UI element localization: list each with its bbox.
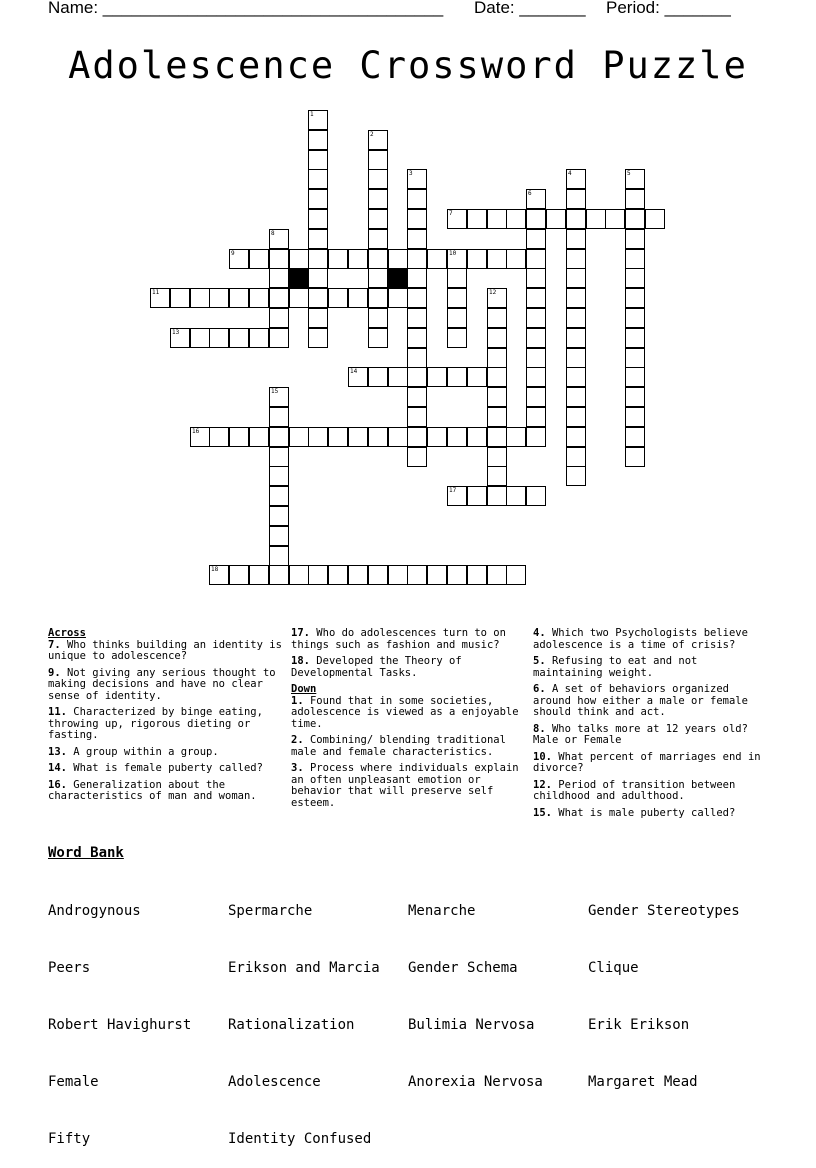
crossword-cell[interactable] bbox=[526, 249, 546, 269]
crossword-cell[interactable] bbox=[308, 150, 328, 170]
clue-down-6: 6. A set of behaviors organized around how either a male or female should think and act. bbox=[533, 683, 748, 718]
crossword-cell[interactable] bbox=[625, 427, 645, 447]
crossword-cell[interactable] bbox=[229, 427, 249, 447]
crossword-cell[interactable] bbox=[407, 189, 427, 209]
cell-number: 12 bbox=[489, 289, 497, 296]
crossword-cell[interactable] bbox=[209, 328, 229, 348]
crossword-cell[interactable] bbox=[526, 308, 546, 328]
crossword-cell[interactable] bbox=[368, 328, 388, 348]
crossword-cell[interactable] bbox=[566, 328, 586, 348]
word-bank-item: Gender Schema bbox=[408, 960, 518, 976]
crossword-cell[interactable] bbox=[368, 427, 388, 447]
crossword-cell[interactable] bbox=[447, 268, 467, 288]
crossword-cell[interactable] bbox=[308, 229, 328, 249]
crossword-cell[interactable] bbox=[150, 288, 170, 308]
crossword-cell[interactable] bbox=[526, 407, 546, 427]
crossword-cell[interactable] bbox=[487, 565, 507, 585]
clues-column-3 bbox=[533, 628, 773, 824]
word-bank-item: Margaret Mead bbox=[588, 1074, 698, 1090]
clue-across-17: 17. Who do adolescences turn to on things such as fashion and music? bbox=[291, 627, 506, 651]
crossword-cell[interactable] bbox=[328, 249, 348, 269]
crossword-cell[interactable] bbox=[526, 367, 546, 387]
crossword-cell[interactable] bbox=[487, 288, 507, 308]
crossword-cell[interactable] bbox=[625, 328, 645, 348]
name-field[interactable]: Name: ____________________________________ bbox=[48, 0, 444, 17]
crossword-cell[interactable] bbox=[269, 268, 289, 288]
crossword-cell[interactable] bbox=[388, 367, 408, 387]
word-bank-item: Spermarche bbox=[228, 903, 313, 919]
crossword-cell[interactable] bbox=[566, 169, 586, 189]
crossword-cell[interactable] bbox=[368, 189, 388, 209]
crossword-cell[interactable] bbox=[308, 268, 328, 288]
crossword-cell[interactable] bbox=[229, 328, 249, 348]
crossword-cell[interactable] bbox=[467, 209, 487, 229]
crossword-cell[interactable] bbox=[269, 447, 289, 467]
crossword-cell[interactable] bbox=[526, 328, 546, 348]
word-bank-column-3 bbox=[408, 864, 543, 1111]
crossword-cell[interactable] bbox=[249, 328, 269, 348]
crossword-cell[interactable] bbox=[269, 427, 289, 447]
crossword-cell[interactable] bbox=[368, 308, 388, 328]
crossword-cell[interactable] bbox=[269, 506, 289, 526]
crossword-cell[interactable] bbox=[526, 229, 546, 249]
crossword-cell[interactable] bbox=[625, 229, 645, 249]
crossword-cell[interactable] bbox=[566, 466, 586, 486]
crossword-cell[interactable] bbox=[170, 328, 190, 348]
crossword-cell[interactable] bbox=[407, 268, 427, 288]
crossword-cell[interactable] bbox=[269, 387, 289, 407]
crossword-cell[interactable] bbox=[229, 249, 249, 269]
cell-number: 2 bbox=[370, 131, 374, 138]
crossword-cell[interactable] bbox=[566, 427, 586, 447]
crossword-cell[interactable] bbox=[407, 348, 427, 368]
crossword-cell[interactable] bbox=[368, 565, 388, 585]
crossword-cell[interactable] bbox=[526, 209, 546, 229]
crossword-cell[interactable] bbox=[487, 466, 507, 486]
crossword-cell[interactable] bbox=[308, 328, 328, 348]
crossword-cell[interactable] bbox=[348, 249, 368, 269]
crossword-cell[interactable] bbox=[407, 288, 427, 308]
crossword-cell[interactable] bbox=[308, 288, 328, 308]
crossword-cell[interactable] bbox=[269, 565, 289, 585]
crossword-block bbox=[388, 268, 408, 288]
crossword-cell[interactable] bbox=[308, 249, 328, 269]
crossword-cell[interactable] bbox=[388, 565, 408, 585]
crossword-cell[interactable] bbox=[447, 209, 467, 229]
cell-number: 3 bbox=[409, 170, 413, 177]
crossword-cell[interactable] bbox=[625, 308, 645, 328]
crossword-cell[interactable] bbox=[269, 229, 289, 249]
crossword-cell[interactable] bbox=[308, 130, 328, 150]
crossword-cell[interactable] bbox=[526, 427, 546, 447]
crossword-cell[interactable] bbox=[566, 387, 586, 407]
crossword-cell[interactable] bbox=[526, 387, 546, 407]
crossword-cell[interactable] bbox=[407, 209, 427, 229]
crossword-cell[interactable] bbox=[487, 427, 507, 447]
crossword-cell[interactable] bbox=[566, 249, 586, 269]
crossword-cell[interactable] bbox=[190, 427, 210, 447]
crossword-cell[interactable] bbox=[447, 249, 467, 269]
word-bank-column-1 bbox=[48, 864, 191, 1168]
crossword-cell[interactable] bbox=[388, 427, 408, 447]
crossword-cell[interactable] bbox=[308, 169, 328, 189]
word-bank-item: Anorexia Nervosa bbox=[408, 1074, 543, 1090]
cell-number: 16 bbox=[192, 428, 200, 435]
crossword-cell[interactable] bbox=[407, 328, 427, 348]
crossword-cell[interactable] bbox=[506, 565, 526, 585]
cell-number: 1 bbox=[310, 111, 314, 118]
crossword-cell[interactable] bbox=[566, 348, 586, 368]
crossword-cell[interactable] bbox=[348, 565, 368, 585]
crossword-cell[interactable] bbox=[566, 447, 586, 467]
crossword-cell[interactable] bbox=[566, 308, 586, 328]
crossword-cell[interactable] bbox=[388, 288, 408, 308]
cell-number: 6 bbox=[528, 190, 532, 197]
crossword-cell[interactable] bbox=[308, 308, 328, 328]
crossword-cell[interactable] bbox=[447, 328, 467, 348]
crossword-cell[interactable] bbox=[368, 268, 388, 288]
crossword-cell[interactable] bbox=[407, 387, 427, 407]
crossword-cell[interactable] bbox=[328, 288, 348, 308]
crossword-cell[interactable] bbox=[308, 189, 328, 209]
crossword-cell[interactable] bbox=[506, 249, 526, 269]
word-bank-column-2 bbox=[228, 864, 380, 1168]
crossword-cell[interactable] bbox=[249, 427, 269, 447]
crossword-cell[interactable] bbox=[427, 427, 447, 447]
crossword-cell[interactable] bbox=[645, 209, 665, 229]
crossword-cell[interactable] bbox=[407, 169, 427, 189]
crossword-cell[interactable] bbox=[308, 565, 328, 585]
crossword-cell[interactable] bbox=[348, 288, 368, 308]
crossword-cell[interactable] bbox=[308, 209, 328, 229]
word-bank-item: Peers bbox=[48, 960, 91, 976]
crossword-cell[interactable] bbox=[348, 367, 368, 387]
cell-number: 18 bbox=[211, 566, 219, 573]
crossword-cell[interactable] bbox=[506, 209, 526, 229]
crossword-cell[interactable] bbox=[289, 288, 309, 308]
crossword-block bbox=[289, 268, 309, 288]
crossword-cell[interactable] bbox=[407, 249, 427, 269]
crossword-cell[interactable] bbox=[625, 268, 645, 288]
crossword-cell[interactable] bbox=[506, 427, 526, 447]
crossword-cell[interactable] bbox=[487, 387, 507, 407]
crossword-cell[interactable] bbox=[388, 249, 408, 269]
clue-across-18: 18. Developed the Theory of Developmental Tasks. bbox=[291, 655, 462, 679]
crossword-cell[interactable] bbox=[170, 288, 190, 308]
cell-number: 5 bbox=[627, 170, 631, 177]
word-bank-item: Identity Confused bbox=[228, 1131, 372, 1147]
crossword-cell[interactable] bbox=[526, 348, 546, 368]
crossword-cell[interactable] bbox=[566, 209, 586, 229]
crossword-cell[interactable] bbox=[289, 249, 309, 269]
crossword-cell[interactable] bbox=[407, 407, 427, 427]
crossword-cell[interactable] bbox=[368, 169, 388, 189]
crossword-cell[interactable] bbox=[467, 367, 487, 387]
crossword-cell[interactable] bbox=[209, 565, 229, 585]
word-bank-item: Gender Stereotypes bbox=[588, 903, 740, 919]
crossword-cell[interactable] bbox=[487, 407, 507, 427]
crossword-cell[interactable] bbox=[487, 447, 507, 467]
crossword-cell[interactable] bbox=[526, 268, 546, 288]
crossword-cell[interactable] bbox=[368, 367, 388, 387]
crossword-cell[interactable] bbox=[407, 229, 427, 249]
crossword-cell[interactable] bbox=[625, 367, 645, 387]
word-bank-item: Erik Erikson bbox=[588, 1017, 690, 1033]
crossword-cell[interactable] bbox=[625, 447, 645, 467]
crossword-cell[interactable] bbox=[605, 209, 625, 229]
crossword-cell[interactable] bbox=[625, 249, 645, 269]
crossword-cell[interactable] bbox=[487, 328, 507, 348]
word-bank-item: Bulimia Nervosa bbox=[408, 1017, 535, 1033]
cell-number: 7 bbox=[449, 210, 453, 217]
crossword-cell[interactable] bbox=[289, 427, 309, 447]
crossword-cell[interactable] bbox=[566, 288, 586, 308]
crossword-cell[interactable] bbox=[625, 387, 645, 407]
crossword-cell[interactable] bbox=[625, 348, 645, 368]
crossword-cell[interactable] bbox=[269, 466, 289, 486]
word-bank-item: Androgynous bbox=[48, 903, 141, 919]
period-field[interactable]: Period: _______ bbox=[606, 0, 731, 17]
cell-number: 15 bbox=[271, 388, 279, 395]
crossword-cell[interactable] bbox=[229, 565, 249, 585]
crossword-cell[interactable] bbox=[190, 328, 210, 348]
across-heading: Across bbox=[48, 627, 86, 639]
crossword-cell[interactable] bbox=[566, 189, 586, 209]
crossword-cell[interactable] bbox=[328, 427, 348, 447]
crossword-cell[interactable] bbox=[447, 308, 467, 328]
crossword-cell[interactable] bbox=[269, 288, 289, 308]
word-bank-item: Erikson and Marcia bbox=[228, 960, 380, 976]
clue-down-10: 10. What percent of marriages end in divorce? bbox=[533, 750, 761, 774]
word-bank-column-4 bbox=[588, 864, 740, 1111]
crossword-cell[interactable] bbox=[487, 348, 507, 368]
word-bank-item: Robert Havighurst bbox=[48, 1017, 192, 1033]
crossword-cell[interactable] bbox=[289, 565, 309, 585]
word-bank-item: Fifty bbox=[48, 1131, 91, 1147]
crossword-cell[interactable] bbox=[427, 367, 447, 387]
clue-down-15: 15. What is male puberty called? bbox=[533, 806, 736, 819]
crossword-cell[interactable] bbox=[269, 486, 289, 506]
crossword-cell[interactable] bbox=[249, 249, 269, 269]
crossword-cell[interactable] bbox=[467, 565, 487, 585]
crossword-cell[interactable] bbox=[487, 367, 507, 387]
clue-down-3: 3. Process where individuals explain an often unpleasant emotion or behavior that will preserve self esteem. bbox=[291, 762, 519, 809]
date-field[interactable]: Date: _______ bbox=[474, 0, 586, 17]
crossword-cell[interactable] bbox=[566, 407, 586, 427]
crossword-cell[interactable] bbox=[566, 268, 586, 288]
crossword-cell[interactable] bbox=[566, 367, 586, 387]
clues-column-2 bbox=[291, 628, 527, 814]
crossword-cell[interactable] bbox=[269, 328, 289, 348]
cell-number: 14 bbox=[350, 368, 358, 375]
crossword-cell[interactable] bbox=[269, 308, 289, 328]
crossword-cell[interactable] bbox=[249, 288, 269, 308]
crossword-cell[interactable] bbox=[407, 447, 427, 467]
clues-column-1 bbox=[48, 628, 282, 808]
clue-across-9: 9. Not giving any serious thought to making decisions and have no clear sense of identity. bbox=[48, 666, 276, 702]
crossword-cell[interactable] bbox=[368, 150, 388, 170]
clue-across-7: 7. Who thinks building an identity is unique to adolescence? bbox=[48, 638, 282, 662]
crossword-cell[interactable] bbox=[467, 486, 487, 506]
clue-across-14: 14. What is female puberty called? bbox=[48, 762, 263, 774]
crossword-cell[interactable] bbox=[368, 229, 388, 249]
clue-down-5: 5. Refusing to eat and not maintaining weight. bbox=[533, 655, 698, 679]
crossword-cell[interactable] bbox=[308, 110, 328, 130]
word-bank-item: Menarche bbox=[408, 903, 476, 919]
word-bank-item: Rationalization bbox=[228, 1017, 355, 1033]
crossword-cell[interactable] bbox=[269, 249, 289, 269]
cell-number: 13 bbox=[172, 329, 180, 336]
clue-down-12: 12. Period of transition between childhood and adulthood. bbox=[533, 778, 736, 802]
crossword-cell[interactable] bbox=[348, 427, 368, 447]
clue-across-13: 13. A group within a group. bbox=[48, 745, 219, 758]
word-bank-title: Word Bank bbox=[48, 845, 124, 861]
clue-down-8: 8. Who talks more at 12 years old? Male or Female bbox=[533, 722, 748, 746]
crossword-cell[interactable] bbox=[625, 407, 645, 427]
cell-number: 10 bbox=[449, 250, 457, 257]
crossword-cell[interactable] bbox=[506, 486, 526, 506]
crossword-cell[interactable] bbox=[526, 288, 546, 308]
crossword-cell[interactable] bbox=[447, 486, 467, 506]
crossword-cell[interactable] bbox=[586, 209, 606, 229]
crossword-cell[interactable] bbox=[447, 288, 467, 308]
crossword-cell[interactable] bbox=[328, 565, 348, 585]
crossword-cell[interactable] bbox=[368, 288, 388, 308]
crossword-cell[interactable] bbox=[269, 546, 289, 566]
crossword-cell[interactable] bbox=[487, 209, 507, 229]
clue-across-16: 16. Generalization about the characteristics of man and woman. bbox=[48, 778, 257, 802]
clue-down-4: 4. Which two Psychologists believe adolescence is a time of crisis? bbox=[533, 627, 748, 651]
crossword-cell[interactable] bbox=[269, 526, 289, 546]
crossword-cell[interactable] bbox=[368, 209, 388, 229]
crossword-cell[interactable] bbox=[625, 189, 645, 209]
crossword-cell[interactable] bbox=[209, 427, 229, 447]
cell-number: 9 bbox=[231, 250, 235, 257]
cell-number: 17 bbox=[449, 487, 457, 494]
crossword-cell[interactable] bbox=[526, 486, 546, 506]
word-bank-item: Clique bbox=[588, 960, 639, 976]
crossword-cell[interactable] bbox=[447, 367, 467, 387]
crossword-cell[interactable] bbox=[625, 288, 645, 308]
crossword-cell[interactable] bbox=[427, 249, 447, 269]
word-bank-item: Female bbox=[48, 1074, 99, 1090]
student-info-header bbox=[0, 0, 816, 22]
cell-number: 11 bbox=[152, 289, 160, 296]
crossword-cell[interactable] bbox=[407, 427, 427, 447]
crossword-cell[interactable] bbox=[407, 367, 427, 387]
down-heading: Down bbox=[291, 683, 317, 695]
crossword-cell[interactable] bbox=[447, 565, 467, 585]
page-title: Adolescence Crossword Puzzle bbox=[68, 44, 748, 87]
crossword-cell[interactable] bbox=[546, 209, 566, 229]
crossword-cell[interactable] bbox=[368, 130, 388, 150]
clue-across-11: 11. Characterized by binge eating, throwing up, rigorous dieting or fasting. bbox=[48, 706, 263, 741]
crossword-cell[interactable] bbox=[487, 249, 507, 269]
crossword-cell[interactable] bbox=[269, 407, 289, 427]
clue-down-1: 1. Found that in some societies, adolescence is viewed as a enjoyable time. bbox=[291, 694, 519, 730]
crossword-cell[interactable] bbox=[427, 565, 447, 585]
crossword-cell[interactable] bbox=[368, 249, 388, 269]
crossword-cell[interactable] bbox=[487, 308, 507, 328]
crossword-cell[interactable] bbox=[467, 427, 487, 447]
cell-number: 8 bbox=[271, 230, 275, 237]
cell-number: 4 bbox=[568, 170, 572, 177]
crossword-cell[interactable] bbox=[625, 209, 645, 229]
crossword-cell[interactable] bbox=[209, 288, 229, 308]
crossword-cell[interactable] bbox=[526, 189, 546, 209]
crossword-cell[interactable] bbox=[407, 308, 427, 328]
crossword-cell[interactable] bbox=[308, 427, 328, 447]
crossword-cell[interactable] bbox=[407, 565, 427, 585]
clue-down-2: 2. Combining/ blending traditional male and female characteristics. bbox=[291, 734, 506, 758]
crossword-cell[interactable] bbox=[467, 249, 487, 269]
crossword-cell[interactable] bbox=[447, 427, 467, 447]
crossword-cell[interactable] bbox=[190, 288, 210, 308]
word-bank-item: Adolescence bbox=[228, 1074, 321, 1090]
crossword-cell[interactable] bbox=[625, 169, 645, 189]
crossword-cell[interactable] bbox=[229, 288, 249, 308]
crossword-cell[interactable] bbox=[487, 486, 507, 506]
crossword-cell[interactable] bbox=[566, 229, 586, 249]
crossword-cell[interactable] bbox=[249, 565, 269, 585]
